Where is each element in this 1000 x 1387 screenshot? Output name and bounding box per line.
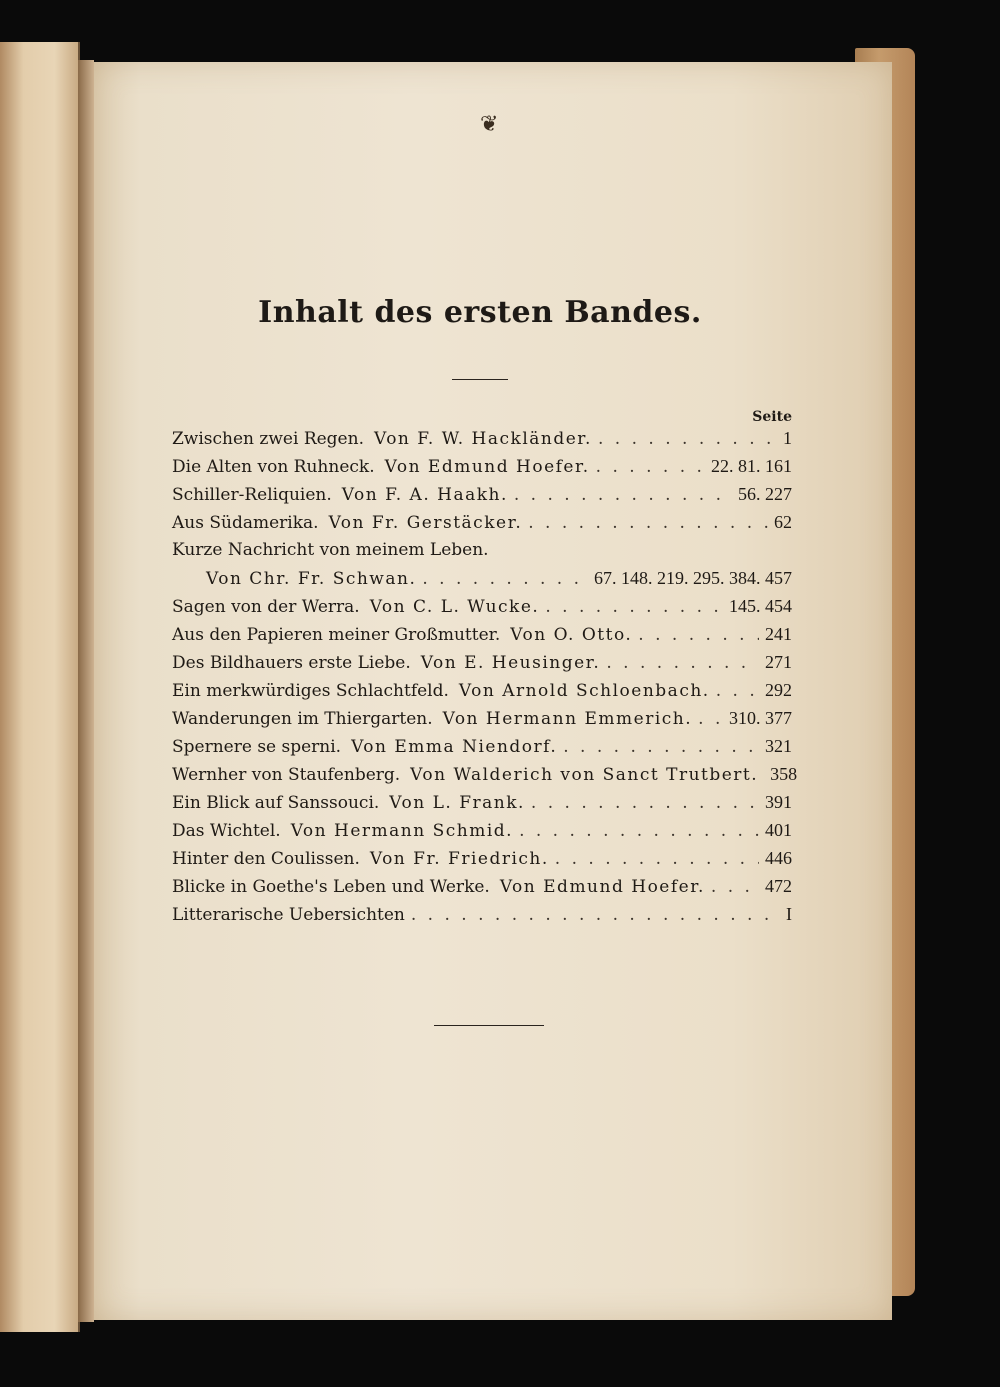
dot-leader: [563, 737, 759, 757]
toc-entry-title: Spernere se sperni.: [172, 737, 342, 757]
toc-entry-pages: 310. 377: [729, 708, 792, 728]
dot-leader: [698, 709, 723, 729]
ornament-glyph: ❦: [480, 112, 499, 137]
toc-entry-title: Wanderungen im Thiergarten.: [172, 709, 433, 729]
toc-entry-pages: 241: [765, 624, 792, 644]
toc-entry-pages: 358: [770, 764, 798, 784]
toc-entry-title: Sagen von der Werra.: [172, 597, 360, 617]
toc-entry-author: Von E. Heusinger.: [420, 653, 601, 673]
toc-entry-pages: 391: [765, 792, 792, 812]
toc-entry: [172, 792, 792, 820]
toc-entry-title: Kurze Nachricht von meinem Leben.: [172, 540, 489, 560]
page-title: Inhalt des ersten Bandes.: [258, 295, 702, 330]
end-rule: [434, 1025, 544, 1026]
dot-leader: [528, 513, 768, 533]
toc-entry-author: Von F. A. Haakh.: [341, 485, 508, 505]
toc-entry: [172, 624, 792, 652]
toc-entry-pages: 292: [765, 680, 792, 700]
dot-leader: [411, 905, 780, 925]
toc-entry-continuation: [172, 568, 792, 596]
toc-entry: [172, 456, 792, 484]
toc-entry-author: Von Fr. Friedrich.: [369, 849, 549, 869]
toc-entry-pages: I: [786, 904, 792, 924]
title-rule: [452, 379, 508, 380]
toc-entry: [172, 512, 792, 540]
toc-entry-author: Von C. L. Wucke.: [369, 597, 540, 617]
toc-entry: [172, 848, 792, 876]
page-column-header: Seite: [752, 409, 792, 425]
table-of-contents: [172, 428, 798, 932]
toc-entry-title: Aus den Papieren meiner Großmutter.: [172, 625, 501, 645]
toc-entry: [172, 428, 792, 456]
toc-entry-author: Von Hermann Emmerich.: [442, 709, 693, 729]
toc-entry-author: Von Edmund Hoefer.: [384, 457, 590, 477]
toc-entry-author: Von F. W. Hackländer.: [373, 429, 592, 449]
toc-entry-pages: 1: [783, 428, 792, 448]
dot-leader: [519, 821, 759, 841]
dot-leader: [638, 625, 759, 645]
dot-leader: [711, 877, 759, 897]
toc-entry: [172, 680, 792, 708]
toc-entry-author: Von Chr. Fr. Schwan.: [206, 569, 417, 589]
toc-entry-title: Litterarische Uebersichten: [172, 905, 405, 925]
toc-entry: [172, 708, 792, 736]
toc-entry-pages: 62: [774, 512, 792, 532]
toc-entry-pages: 472: [765, 876, 792, 896]
toc-entry-author: Von Emma Niendorf.: [351, 737, 558, 757]
dot-leader: [514, 485, 732, 505]
dot-leader: [598, 429, 777, 449]
dot-leader: [716, 681, 759, 701]
book-gutter: [78, 60, 94, 1322]
toc-entry: [172, 904, 792, 932]
toc-entry-author: Von Edmund Hoefer.: [499, 877, 705, 897]
toc-entry-pages: 321: [765, 736, 792, 756]
toc-entry-author: Von Hermann Schmid.: [290, 821, 514, 841]
toc-entry-author: Von Walderich von Sanct Trutbert.: [410, 765, 759, 785]
dot-leader: [596, 457, 705, 477]
dot-leader: [606, 653, 759, 673]
toc-entry: [172, 876, 792, 904]
toc-entry-title: Aus Südamerika.: [172, 513, 319, 533]
dot-leader: [531, 793, 759, 813]
toc-entry: [172, 540, 792, 568]
toc-entry-title: Ein merkwürdiges Schlachtfeld.: [172, 681, 449, 701]
toc-entry-title: Wernher von Staufenberg.: [172, 765, 401, 785]
toc-entry-title: Die Alten von Ruhneck.: [172, 457, 375, 477]
toc-entry-title: Zwischen zwei Regen.: [172, 429, 364, 449]
toc-entry: [172, 652, 792, 680]
dot-leader: [422, 569, 588, 589]
toc-entry-pages: 271: [765, 652, 792, 672]
toc-entry-author: Von Arnold Schloenbach.: [458, 681, 710, 701]
toc-entry: [172, 736, 792, 764]
left-page-edge: [0, 42, 80, 1332]
toc-entry-pages: 67. 148. 219. 295. 384. 457: [594, 568, 792, 588]
toc-entry-pages: 22. 81. 161: [711, 456, 792, 476]
toc-entry-title: Hinter den Coulissen.: [172, 849, 360, 869]
toc-entry-author: Von O. Otto.: [510, 625, 633, 645]
toc-entry-author: Von Fr. Gerstäcker.: [328, 513, 523, 533]
dot-leader: [555, 849, 759, 869]
toc-entry-title: Schiller-Reliquien.: [172, 485, 332, 505]
toc-entry-pages: 446: [765, 848, 792, 868]
toc-entry-pages: 401: [765, 820, 792, 840]
toc-entry-title: Blicke in Goethe's Leben und Werke.: [172, 877, 490, 897]
toc-entry-author: Von L. Frank.: [389, 793, 525, 813]
toc-entry-pages: 56. 227: [738, 484, 792, 504]
toc-entry-title: Ein Blick auf Sanssouci.: [172, 793, 380, 813]
dot-leader: [545, 597, 723, 617]
toc-entry-title: Das Wichtel.: [172, 821, 281, 841]
toc-entry: [172, 820, 792, 848]
toc-entry-pages: 145. 454: [729, 596, 792, 616]
toc-entry: [172, 764, 798, 792]
toc-entry-title: Des Bildhauers erste Liebe.: [172, 653, 411, 673]
toc-entry: [172, 596, 792, 624]
toc-entry: [172, 484, 792, 512]
